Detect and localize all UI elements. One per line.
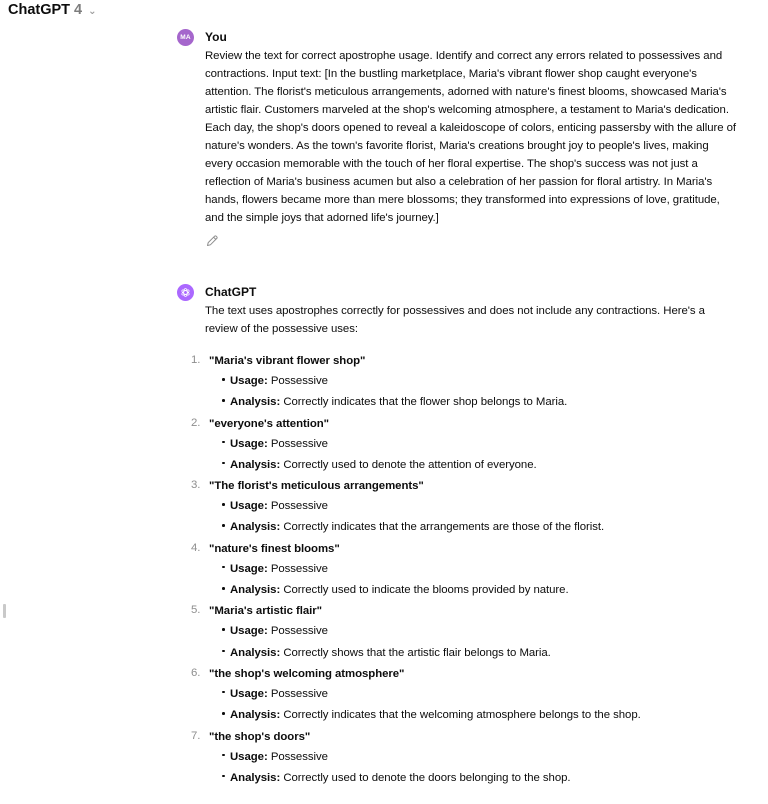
app-title: ChatGPT [8,2,71,18]
item-number: 2. [191,416,201,429]
model-selector[interactable] [8,0,97,20]
analysis-value: Correctly used to indicate the blooms provided by nature. [283,584,569,597]
usage-label: Usage: [230,750,268,763]
possessive-review-list [191,351,737,789]
usage-value: Possessive [270,375,328,387]
usage-value: Possessive [270,750,328,763]
list-item [191,351,737,414]
usage-detail [221,621,737,642]
item-number: 4. [191,541,201,554]
item-phrase: "nature's finest blooms" [209,542,340,555]
usage-value: Possessive [270,625,328,638]
usage-detail [221,371,737,392]
user-message-text: Review the text for correct apostrophe usage. Identify and correct any errors related to possessives and contractions. Input text: [In the bustling marketplace, Maria's vibrant flower shop caught everyone's attention. The florist's meticulous arrangements, adorned with nature's finest blooms, showcased Maria's artistic flair. Customers marveled at the shop's welcoming atmosphere, a testament to Maria's dedication. Each day, the shop's doors opened to reveal a kaleidoscope of colors, enticing passersby with the allure of nature's wonders. As the town's favorite florist, Maria's creations brought joy to people's lives, making every occasion memorable with the touch of her floral expertise. The shop's success was not just a reflection of Maria's business acumen but also a celebration of her passion for floral artistry. In Maria's hands, flowers became more than mere blossoms; they transformed into expressions of love, gratitude, and the simple joys that adorned life's journey.] [205,50,737,224]
item-phrase: "Maria's vibrant flower shop" [209,355,366,367]
analysis-value: Correctly indicates that the arrangements are those of the florist. [283,521,605,534]
assistant-intro: The text uses apostrophes correctly for possessives and does not include any contractions. Here's a review of the possessive uses: [205,305,705,335]
usage-detail [221,496,737,517]
analysis-detail [221,392,737,413]
usage-label: Usage: [230,625,268,638]
usage-value: Possessive [270,437,328,450]
analysis-label: Analysis: [230,771,281,784]
usage-label: Usage: [230,500,268,513]
analysis-detail [221,705,737,726]
analysis-detail [221,517,737,538]
usage-value: Possessive [270,500,328,513]
analysis-detail [221,643,737,664]
analysis-label: Analysis: [230,646,281,659]
list-item [191,476,737,539]
analysis-label: Analysis: [230,709,281,722]
avatar-initials: MA [180,33,191,41]
item-number: 6. [191,666,201,679]
item-phrase: "The florist's meticulous arrangements" [209,480,424,493]
message-author: You [205,30,227,44]
chatgpt-avatar [177,284,194,301]
item-phrase: "Maria's artistic flair" [209,605,322,618]
analysis-label: Analysis: [230,396,281,409]
edit-pencil-icon[interactable] [205,234,219,248]
analysis-detail [221,455,737,476]
usage-detail [221,684,737,705]
analysis-label: Analysis: [230,521,281,534]
item-phrase: "the shop's doors" [209,730,311,743]
list-item [191,664,737,727]
list-item [191,414,737,477]
analysis-label: Analysis: [230,584,281,597]
usage-value: Possessive [270,687,328,700]
usage-label: Usage: [230,437,268,450]
usage-label: Usage: [230,375,268,387]
list-item [191,601,737,664]
analysis-value: Correctly indicates that the flower shop belongs to Maria. [283,396,568,409]
sidebar-resize-handle[interactable] [3,604,6,618]
user-avatar [177,29,194,46]
item-number: 1. [191,354,201,366]
model-version: 4 [74,2,83,18]
item-phrase: "everyone's attention" [209,417,330,430]
assistant-message [177,282,737,789]
usage-value: Possessive [270,562,328,575]
analysis-value: Correctly indicates that the welcoming atmosphere belongs to the shop. [283,709,641,722]
usage-detail [221,434,737,455]
usage-detail [221,747,737,768]
user-message [177,27,737,248]
list-item [191,539,737,602]
chevron-down-icon: ⌄ [88,5,97,17]
analysis-value: Correctly used to denote the attention of everyone. [283,458,537,471]
analysis-label: Analysis: [230,458,281,471]
usage-detail [221,559,737,580]
usage-label: Usage: [230,687,268,700]
item-number: 7. [191,729,201,742]
analysis-value: Correctly shows that the artistic flair belongs to Maria. [283,646,551,659]
item-phrase: "the shop's welcoming atmosphere" [209,667,405,680]
item-number: 5. [191,604,201,617]
item-number: 3. [191,479,201,492]
openai-logo-icon [180,287,191,298]
analysis-value: Correctly used to denote the doors belonging to the shop. [283,771,571,784]
usage-label: Usage: [230,562,268,575]
analysis-detail [221,580,737,601]
list-item [191,727,737,790]
analysis-detail [221,768,737,789]
message-author: ChatGPT [205,285,257,299]
